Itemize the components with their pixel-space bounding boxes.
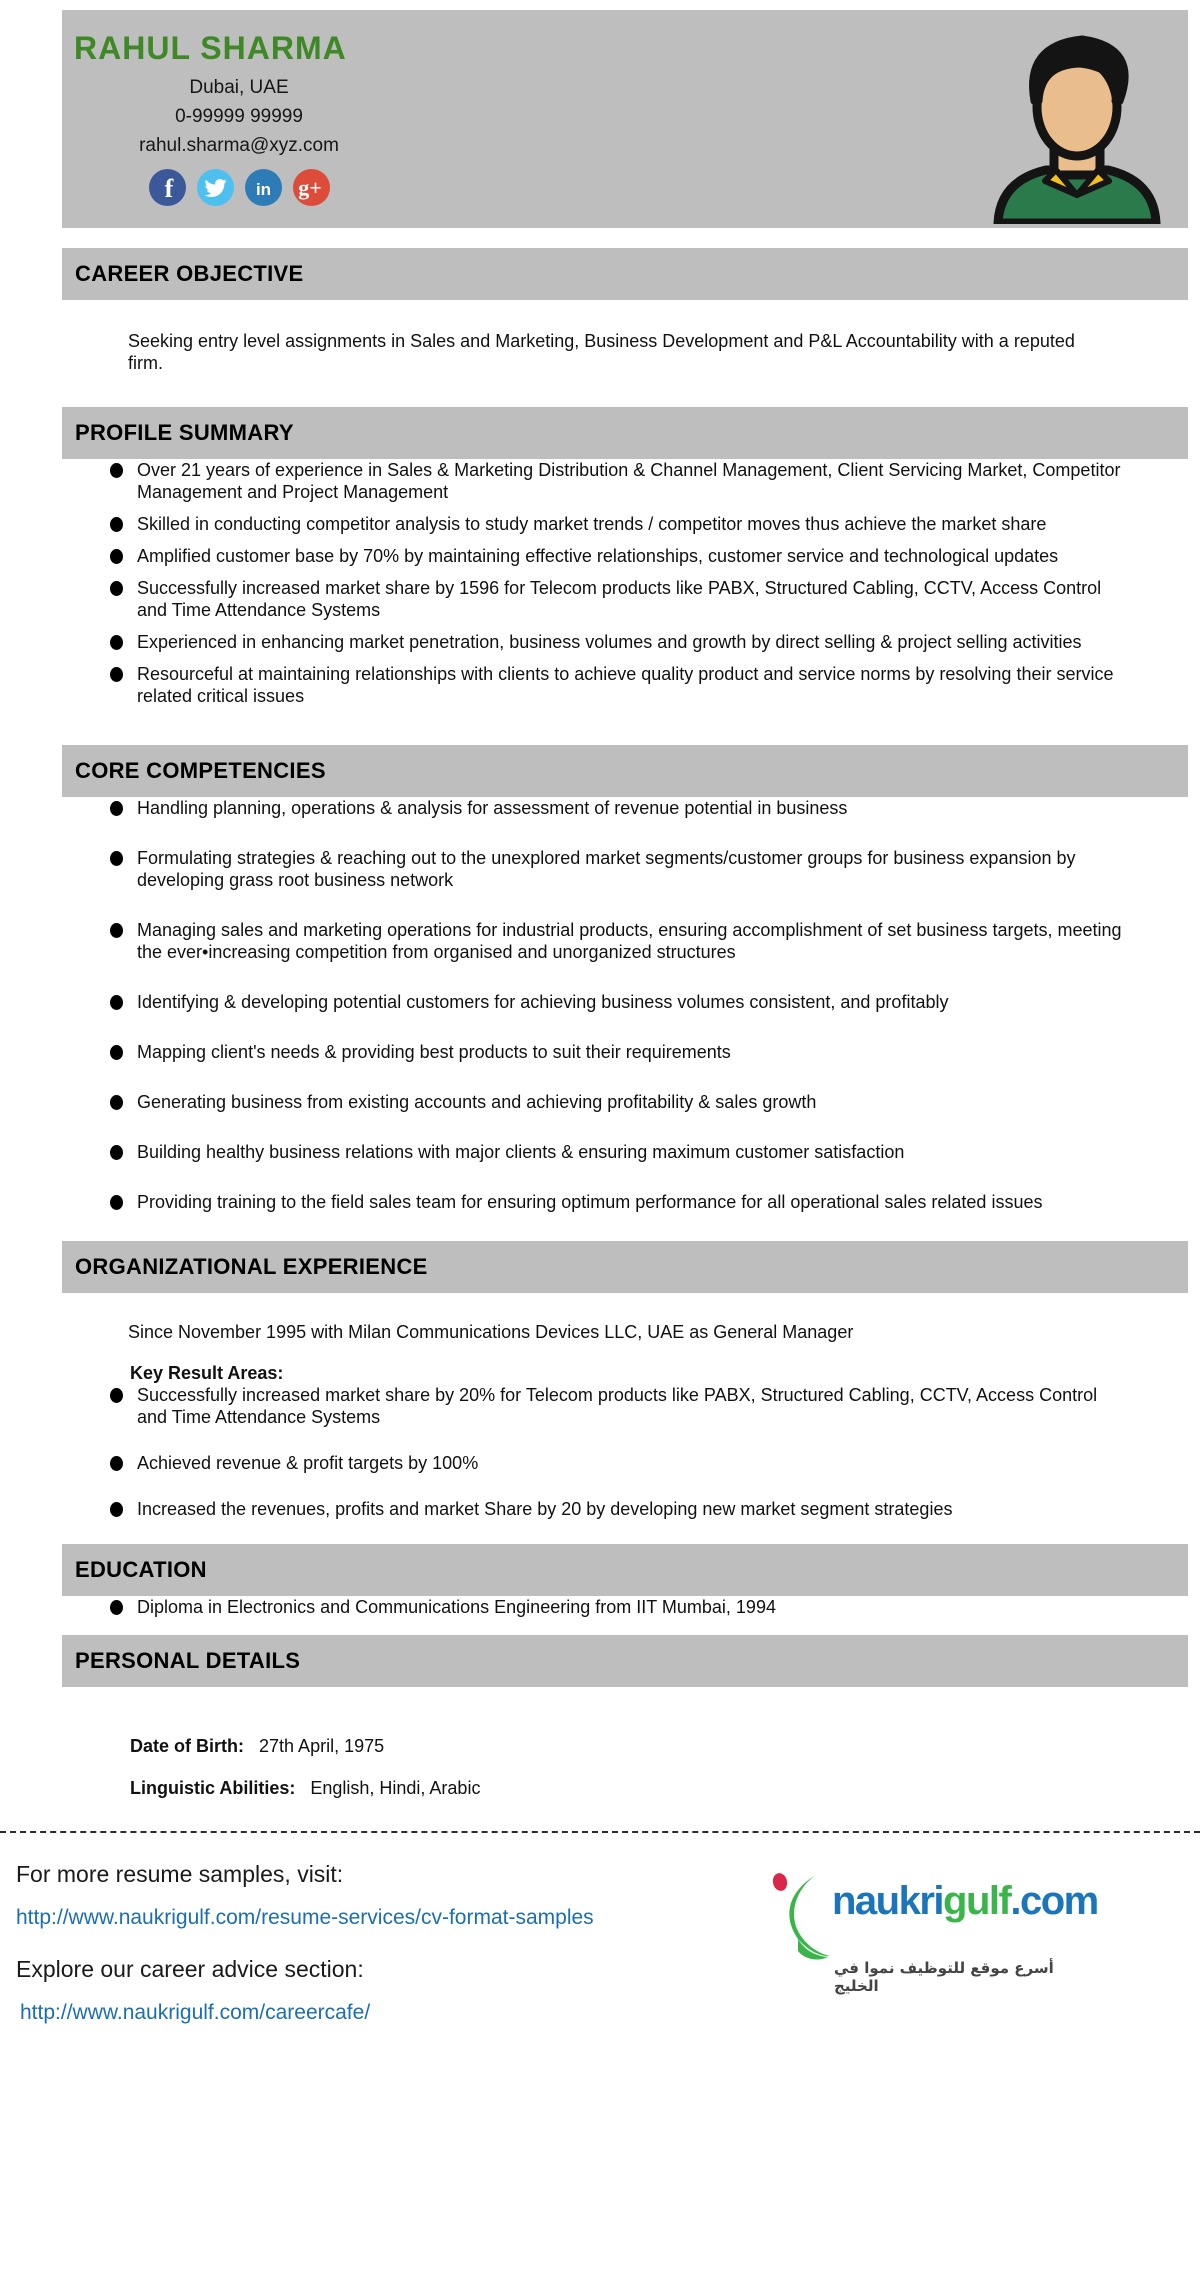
- list-item: [62, 577, 1188, 621]
- detail-value: 27th April, 1975: [259, 1736, 385, 1756]
- facebook-icon[interactable]: [149, 169, 186, 206]
- svg-text:g+: g+: [297, 175, 322, 200]
- resume-content: [62, 10, 1188, 1799]
- list-item: [62, 797, 1188, 819]
- section-title: PERSONAL DETAILS: [75, 1648, 301, 1673]
- personal-detail-row: [130, 1777, 1188, 1799]
- core-competencies-header: [62, 745, 1188, 797]
- location-text: Dubai, UAE: [189, 77, 289, 98]
- bullet-icon: [110, 923, 123, 938]
- profile-summary-header: [62, 407, 1188, 459]
- bullet-icon: [110, 1388, 123, 1403]
- resume-samples-label: For more resume samples, visit:: [16, 1861, 344, 1887]
- organizational-experience-header: [62, 1241, 1188, 1293]
- list-item: [62, 631, 1188, 653]
- bullet-text: Identifying & developing potential customers for achieving business volumes consistent, and profitably: [137, 992, 949, 1012]
- career-advice-label: Explore our career advice section:: [16, 1956, 364, 1982]
- core-competencies-list: [62, 797, 1188, 1213]
- education-header: [62, 1544, 1188, 1596]
- list-item: [62, 1498, 1188, 1520]
- list-item: [62, 1141, 1188, 1163]
- bullet-text: Formulating strategies & reaching out to the unexplored market segments/customer groups for business expansion by developing grass root business network: [137, 848, 1076, 890]
- detail-label: Linguistic Abilities:: [130, 1778, 296, 1798]
- bullet-icon: [110, 667, 123, 682]
- bullet-text: Diploma in Electronics and Communications Engineering from IIT Mumbai, 1994: [137, 1597, 776, 1617]
- section-personal-details: [62, 1635, 1188, 1799]
- logo-part-naukri: naukri: [832, 1879, 944, 1923]
- email-text: rahul.sharma@xyz.com: [139, 135, 339, 156]
- bullet-icon: [110, 1456, 123, 1471]
- experience-intro: Since November 1995 with Milan Communications Devices LLC, UAE as General Manager: [128, 1322, 854, 1342]
- bullet-text: Skilled in conducting competitor analysis to study market trends / competitor moves thus achieve the market share: [137, 514, 1047, 534]
- section-education: [62, 1544, 1188, 1618]
- dashed-divider: [0, 1831, 1200, 1833]
- phone-text: 0-99999 99999: [175, 106, 303, 127]
- personal-details-header: [62, 1635, 1188, 1687]
- education-list: [62, 1596, 1188, 1618]
- svg-text:in: in: [255, 180, 271, 199]
- list-item: [62, 847, 1188, 891]
- bullet-text: Successfully increased market share by 1596 for Telecom products like PABX, Structured Cabling, CCTV, Access Control and Time Attendance Systems: [137, 578, 1102, 620]
- list-item: [62, 513, 1188, 535]
- list-item: [62, 919, 1188, 963]
- section-organizational-experience: [62, 1241, 1188, 1520]
- section-career-objective: [62, 248, 1188, 374]
- bullet-text: Amplified customer base by 70% by maintaining effective relationships, customer service and technological updates: [137, 546, 1059, 566]
- avatar: [988, 26, 1166, 224]
- logo-arabic-tagline: أسرع موقع للتوظيف نموا في الخليج: [834, 1959, 1054, 1995]
- header: [62, 10, 1188, 228]
- bullet-text: Handling planning, operations & analysis for assessment of revenue potential in business: [137, 798, 848, 818]
- bullet-icon: [110, 1600, 123, 1615]
- bullet-icon: [110, 517, 123, 532]
- bullet-icon: [110, 1502, 123, 1517]
- list-item: [62, 459, 1188, 503]
- bullet-icon: [110, 549, 123, 564]
- personal-details-rows: [130, 1735, 1188, 1799]
- logo-wordmark: [832, 1869, 1098, 1933]
- career-objective-body: Seeking entry level assignments in Sales and Marketing, Business Development and P&L Accountability with a reputed firm.: [128, 331, 1075, 373]
- list-item: [62, 1041, 1188, 1063]
- section-title: CORE COMPETENCIES: [75, 758, 326, 783]
- bullet-text: Increased the revenues, profits and market Share by 20 by developing new market segment strategies: [137, 1499, 953, 1519]
- bullet-icon: [110, 801, 123, 816]
- section-title: CAREER OBJECTIVE: [75, 261, 304, 286]
- list-item: [62, 545, 1188, 567]
- section-core-competencies: [62, 745, 1188, 1213]
- candidate-name: RAHUL SHARMA: [74, 30, 347, 66]
- footer: [16, 1861, 1196, 2025]
- list-item: [62, 991, 1188, 1013]
- section-title: ORGANIZATIONAL EXPERIENCE: [75, 1254, 428, 1279]
- list-item: [62, 663, 1188, 707]
- social-icons-row: [74, 169, 404, 206]
- naukrigulf-logo: [770, 1869, 1100, 1995]
- detail-value: English, Hindi, Arabic: [310, 1778, 481, 1798]
- detail-label: Date of Birth:: [130, 1736, 244, 1756]
- identity-block: [62, 10, 404, 206]
- personal-detail-row: [130, 1735, 1188, 1757]
- bullet-text: Providing training to the field sales team for ensuring optimum performance for all operational sales related issues: [137, 1192, 1043, 1212]
- bullet-icon: [110, 1095, 123, 1110]
- logo-part-dotcom: .com: [1010, 1879, 1098, 1923]
- bullet-text: Building healthy business relations with major clients & ensuring maximum customer satisfaction: [137, 1142, 905, 1162]
- section-title: EDUCATION: [75, 1557, 207, 1582]
- section-title: PROFILE SUMMARY: [75, 420, 294, 445]
- logo-part-gulf: gulf: [943, 1879, 1011, 1923]
- profile-summary-list: [62, 459, 1188, 707]
- bullet-icon: [110, 635, 123, 650]
- bullet-text: Generating business from existing accounts and achieving profitability & sales growth: [137, 1092, 817, 1112]
- list-item: [62, 1596, 1188, 1618]
- key-result-areas-heading: Key Result Areas:: [130, 1363, 284, 1383]
- list-item: [62, 1091, 1188, 1113]
- bullet-icon: [110, 1045, 123, 1060]
- career-objective-header: [62, 248, 1188, 300]
- career-advice-link[interactable]: http://www.naukrigulf.com/careercafe/: [20, 2001, 371, 2024]
- bullet-text: Successfully increased market share by 20% for Telecom products like PABX, Structured Cabling, CCTV, Access Control and Time Attendance Systems: [137, 1385, 1098, 1427]
- bullet-icon: [110, 995, 123, 1010]
- logo-row: [770, 1869, 1100, 1965]
- bullet-text: Managing sales and marketing operations for industrial products, ensuring accomplishment of set business targets, meeting the ever•increasing competition from organised and unorganized structures: [137, 920, 1122, 962]
- bullet-text: Resourceful at maintaining relationships with clients to achieve quality product and service norms by resolving their service related critical issues: [137, 664, 1114, 706]
- bullet-icon: [110, 851, 123, 866]
- bullet-icon: [110, 1195, 123, 1210]
- bullet-icon: [110, 1145, 123, 1160]
- bullet-text: Experienced in enhancing market penetration, business volumes and growth by direct selling & project selling activities: [137, 632, 1082, 652]
- naukrigulf-swoosh-icon: [770, 1869, 832, 1965]
- bullet-text: Mapping client's needs & providing best products to suit their requirements: [137, 1042, 731, 1062]
- list-item: [62, 1384, 1188, 1428]
- twitter-icon[interactable]: [197, 169, 234, 206]
- key-result-areas-list: [62, 1384, 1188, 1520]
- bullet-text: Achieved revenue & profit targets by 100%: [137, 1453, 479, 1473]
- bullet-text: Over 21 years of experience in Sales & Marketing Distribution & Channel Management, Client Servicing Market, Competitor Management and Project Management: [137, 460, 1121, 502]
- bullet-icon: [110, 463, 123, 478]
- bullet-icon: [110, 581, 123, 596]
- google-plus-icon[interactable]: [293, 169, 330, 206]
- linkedin-icon[interactable]: [245, 169, 282, 206]
- section-profile-summary: [62, 407, 1188, 707]
- resume-samples-link[interactable]: http://www.naukrigulf.com/resume-services/cv-format-samples: [16, 1906, 594, 1929]
- list-item: [62, 1452, 1188, 1474]
- list-item: [62, 1191, 1188, 1213]
- svg-text:f: f: [164, 174, 173, 203]
